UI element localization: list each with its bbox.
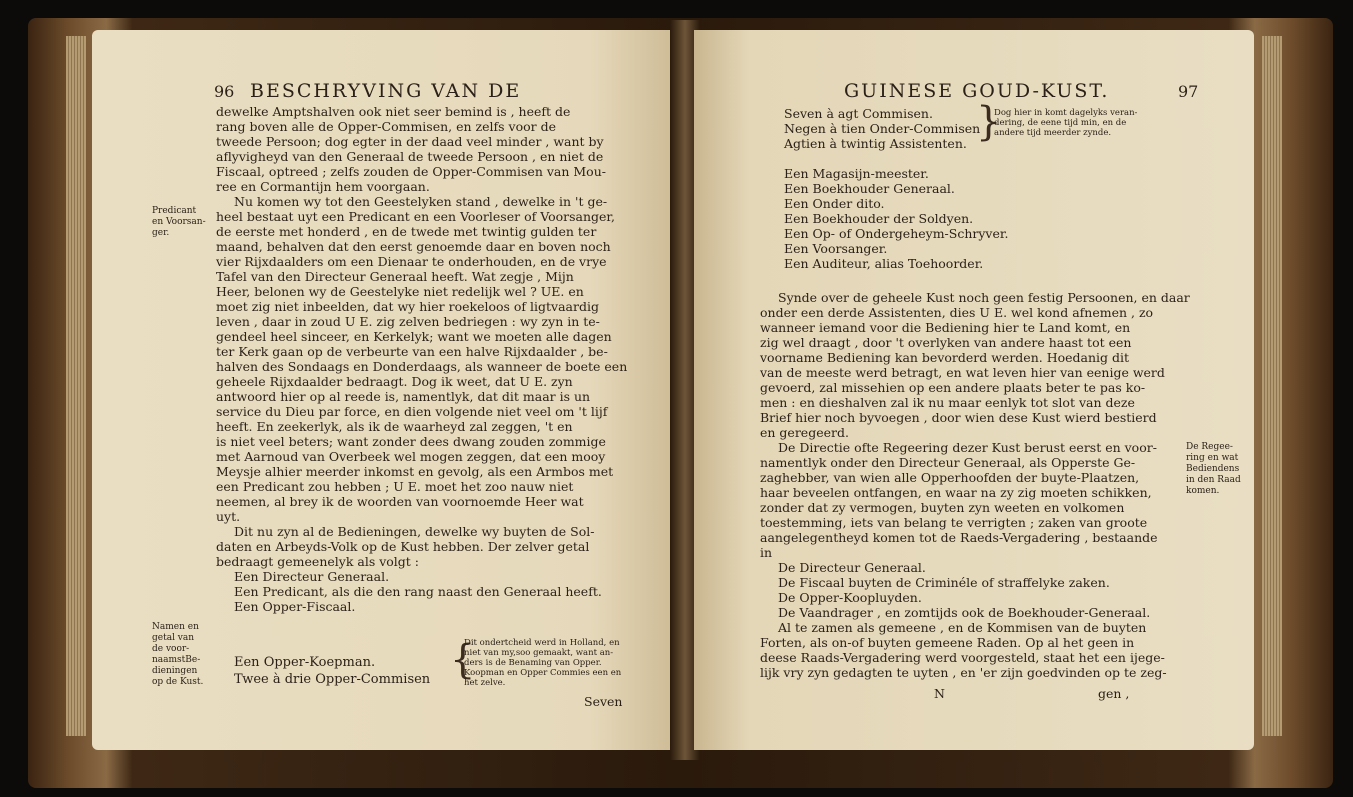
text-line: zig wel draagt , door 't overlyken van andere haast tot een xyxy=(760,335,1132,350)
text-line: gendeel heel sinceer, en Kerkelyk; want we moeten alle dagen xyxy=(216,329,612,344)
left-list xyxy=(234,654,430,688)
list-item: Agtien à twintig Assistenten. xyxy=(784,136,967,151)
brace: } xyxy=(976,99,1002,145)
text-line: Forten, als on-of buyten gemeene Raden. Op al het geen in xyxy=(760,635,1135,650)
signature-mark: N xyxy=(934,686,945,701)
text-line: aangelegentheyd komen tot de Raeds-Vergadering , bestaande xyxy=(760,530,1158,545)
text-line: Synde over de geheele Kust noch geen festig Persoonen, en daar xyxy=(778,290,1190,305)
text-line: een Predicant zou hebben ; U E. moet het zoo nauw niet xyxy=(216,479,574,494)
text-line: Een Opper-Fiscaal. xyxy=(234,599,356,614)
officer-list xyxy=(784,166,1008,271)
text-line: moet zig niet inbeelden, dat wy hier roekeloos of ligtvaardig xyxy=(216,299,599,314)
text-line: Nu komen wy tot den Geestelyken stand , dewelke in 't ge- xyxy=(234,194,608,209)
text-line: tweede Persoon; dog egter in der daad veel minder , want by xyxy=(216,134,604,149)
text-line: De Directeur Generaal. xyxy=(778,560,926,575)
text-line: aflyvigheyd van den Generaal de tweede Persoon , en niet de xyxy=(216,149,604,164)
text-line: ter Kerk gaan op de verbeurte van een halve Rijxdaalder , be- xyxy=(216,344,608,359)
text-line: lijk vry zyn gedagten te uyten , en 'er zijn goedvinden op te zeg- xyxy=(760,665,1167,680)
text-line: bedraagt gemeenelyk als volgt : xyxy=(216,554,420,569)
text-line: met Aarnoud van Overbeek wel mogen zeggen, dat een mooy xyxy=(216,449,606,464)
left-page xyxy=(92,30,676,750)
brace-note: Dit ondertcheid werd in Holland, en niet van my,soo gemaakt, want an- ders is de Benaming van Opper. Koopman en Opper Commies een en het zelve. xyxy=(464,638,622,688)
text-line: toestemming, iets van belang te verrigten ; zaken van groote xyxy=(760,515,1148,530)
left-body-text xyxy=(216,104,627,614)
text-line: De Opper-Koopluyden. xyxy=(778,590,922,605)
text-line: geheele Rijxdaalder bedraagt. Dog ik weet, dat U E. zyn xyxy=(216,374,573,389)
right-running-head: GUINESE GOUD-KUST. xyxy=(844,80,1110,102)
list-item: Seven à agt Commisen. xyxy=(784,106,933,121)
text-line: dewelke Amptshalven ook niet seer bemind is , heeft de xyxy=(216,104,571,119)
text-line: Brief hier noch byvoegen , door wien dese Kust wierd bestierd xyxy=(760,410,1157,425)
text-line: Een Directeur Generaal. xyxy=(234,569,390,584)
text-line: namentlyk onder den Directeur Generaal, als Opperste Ge- xyxy=(760,455,1136,470)
text-line: van de meeste werd betragt, en wat leven hier van eenige werd xyxy=(760,365,1165,380)
text-line: en geregeerd. xyxy=(760,425,849,440)
left-running-head: BESCHRYVING VAN DE xyxy=(250,80,522,102)
list-item: Een Opper-Koepman. xyxy=(234,655,376,670)
margin-note-regeering: De Regee- ring en wat Bediendens in den Raad komen. xyxy=(1186,442,1241,496)
list-item: Twee à drie Opper-Commisen xyxy=(234,672,431,687)
text-line: men : en dieshalven zal ik nu maar eenlyk tot slot van deze xyxy=(760,395,1135,410)
text-line: Heer, belonen wy de Geestelyke niet redelijk wel ? UE. en xyxy=(216,284,584,299)
text-line: Dit nu zyn al de Bedieningen, dewelke wy buyten de Sol- xyxy=(234,524,595,539)
text-line: De Directie ofte Regeering dezer Kust berust eerst en voor- xyxy=(778,440,1157,455)
text-line: De Vaandrager , en zomtijds ook de Boekhouder-Generaal. xyxy=(778,605,1151,620)
text-line: zaghebber, van wien alle Opperhoofden der buyte-Plaatzen, xyxy=(760,470,1140,485)
right-page-number: 97 xyxy=(1178,82,1199,101)
text-line: leven , daar in zoud U E. zig zelven bedriegen : wy zyn in te- xyxy=(216,314,600,329)
list-item: Een Op- of Ondergeheym-Schryver. xyxy=(784,226,1009,241)
text-line: vier Rijxdaalders om een Dienaar te onderhouden, en de vrye xyxy=(216,254,607,269)
text-line: De Fiscaal buyten de Criminéle of straffelyke zaken. xyxy=(778,575,1110,590)
text-line: Tafel van den Directeur Generaal heeft. Wat zegje , Mijn xyxy=(216,269,574,284)
right-page xyxy=(694,30,1254,750)
top-note: Dog hier in komt dagelyks veran- dering, de eene tijd min, en de andere tijd meerder zynde. xyxy=(994,108,1138,138)
left-page-edges xyxy=(66,36,86,736)
list-item: Een Voorsanger. xyxy=(784,241,888,256)
text-line: Een Predicant, als die den rang naast den Generaal heeft. xyxy=(234,584,602,599)
text-line: is niet veel beters; want zonder dees dwang zouden zommige xyxy=(216,434,606,449)
text-line: de eerste met honderd , en de twede met twintig gulden ter xyxy=(216,224,597,239)
text-line: maand, behalven dat den eerst genoemde daar en boven noch xyxy=(216,239,611,254)
list-item: Negen à tien Onder-Commisen xyxy=(784,121,981,136)
text-line: haar beveelen ontfangen, en waar na zy zig moeten schikken, xyxy=(760,485,1152,500)
text-line: Meysje alhier meerder inkomst en gevolg, als een Armbos met xyxy=(216,464,614,479)
text-line: halven des Sondaags en Donderdaags, als wanneer de boete een xyxy=(216,359,628,374)
text-line: voorname Bediening kan bevorderd werden. Hoedanig dit xyxy=(760,350,1130,365)
right-page-edges xyxy=(1262,36,1282,736)
top-list xyxy=(784,106,980,151)
text-line: wanneer iemand voor die Bediening hier te Land komt, en xyxy=(760,320,1131,335)
text-line: ree en Cormantijn hem voorgaan. xyxy=(216,179,430,194)
text-line: Fiscaal, optreed ; zelfs zouden de Opper-Commisen van Mou- xyxy=(216,164,606,179)
text-line: heel bestaat uyt een Predicant en een Voorleser of Voorsanger, xyxy=(216,209,615,224)
text-line: in xyxy=(760,545,773,560)
text-line: heeft. En zeekerlyk, als ik de waarheyd zal zeggen, 't en xyxy=(216,419,573,434)
text-line: rang boven alle de Opper-Commisen, en zelfs voor de xyxy=(216,119,556,134)
text-line: daten en Arbeyds-Volk op de Kust hebben. Der zelver getal xyxy=(216,539,590,554)
list-item: Een Onder dito. xyxy=(784,196,885,211)
text-line: uyt. xyxy=(216,509,241,524)
list-item: Een Boekhouder Generaal. xyxy=(784,181,955,196)
margin-note-namen: Namen en getal van de voor- naamstBe- dieningen op de Kust. xyxy=(152,622,204,687)
text-line: deese Raads-Vergadering werd voorgesteld, staat het een ijege- xyxy=(760,650,1165,665)
left-catchword: Seven xyxy=(584,694,623,709)
list-item: Een Magasijn-meester. xyxy=(784,166,929,181)
text-line: zonder dat zy vermogen, buyten zyn weeten en volkomen xyxy=(760,500,1125,515)
brace: { xyxy=(450,637,476,683)
text-line: gevoerd, zal missehien op een andere plaats beter te pas ko- xyxy=(760,380,1146,395)
list-item: Een Auditeur, alias Toehoorder. xyxy=(784,256,984,271)
list-item: Een Boekhouder der Soldyen. xyxy=(784,211,974,226)
margin-note-predicant: Predicant en Voorsan- ger. xyxy=(152,206,206,238)
text-line: neemen, al brey ik de woorden van voornoemde Heer wat xyxy=(216,494,584,509)
text-line: Al te zamen als gemeene , en de Kommisen van de buyten xyxy=(778,620,1147,635)
text-line: onder een derde Assistenten, dies U E. wel kond afnemen , zo xyxy=(760,305,1154,320)
text-line: antwoord hier op al reede is, namentlyk, dat dit maar is un xyxy=(216,389,591,404)
text-line: service du Dieu par force, en dien volgende niet veel om 't lijf xyxy=(216,404,608,419)
right-catchword: gen , xyxy=(1098,686,1130,701)
left-page-number: 96 xyxy=(214,82,235,101)
right-body-text xyxy=(760,290,1190,680)
